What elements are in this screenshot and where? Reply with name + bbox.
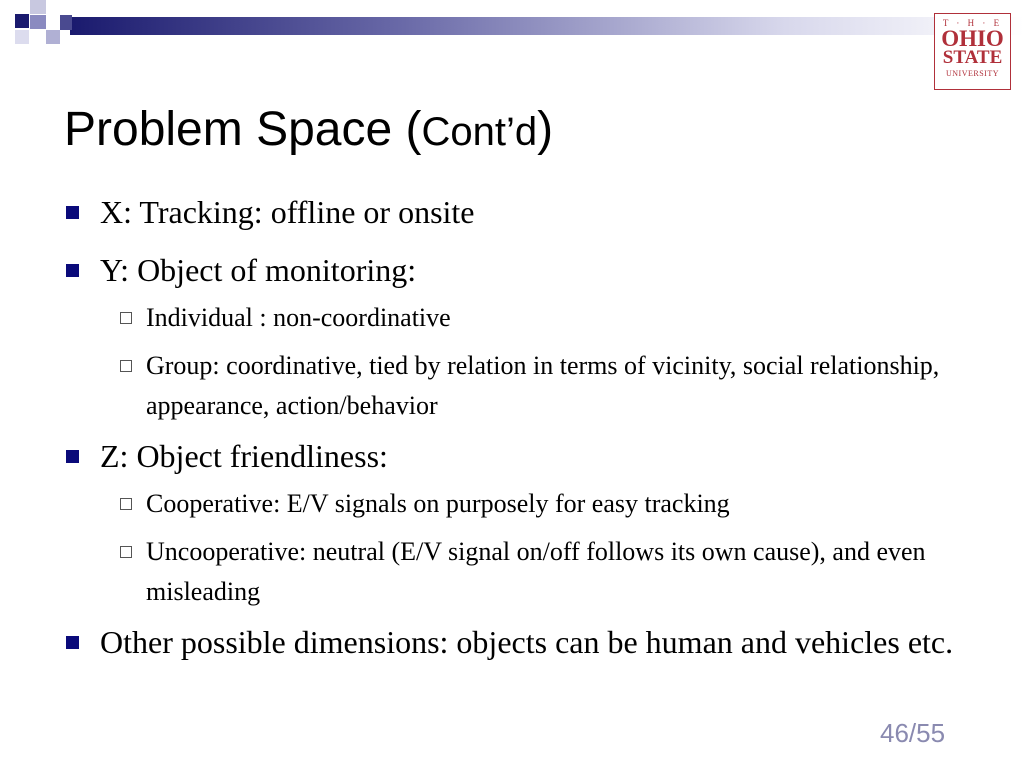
bullet-object-monitoring: Y: Object of monitoring:: [64, 248, 964, 292]
logo-state: STATE: [942, 47, 1003, 68]
title-small: Cont’d: [421, 110, 538, 154]
page-number: 46/55: [880, 718, 946, 748]
slide-body: [64, 190, 964, 678]
ohio-state-logo: [934, 13, 1011, 90]
header-decoration: [0, 0, 1024, 51]
bullet-object-friendliness: Z: Object friendliness:: [64, 434, 964, 478]
sub-bullet-cooperative: Cooperative: E/V signals on purposely for easy tracking: [120, 484, 964, 524]
bullet-tracking: X: Tracking: offline or onsite: [64, 190, 964, 234]
logo-the: T · H · E: [942, 18, 1003, 28]
bullet-other-dimensions: Other possible dimensions: objects can be human and vehicles etc.: [64, 620, 964, 664]
title-close: ): [537, 103, 554, 156]
logo-university: UNIVERSITY: [946, 69, 999, 78]
sub-bullet-individual: Individual : non-coordinative: [120, 298, 964, 338]
sub-bullet-group: Group: coordinative, tied by relation in terms of vicinity, social relationship, appearance, action/behavior: [120, 346, 964, 426]
slide-title: [64, 102, 553, 160]
sub-bullet-uncooperative: Uncooperative: neutral (E/V signal on/off follows its own cause), and even misleading: [120, 532, 964, 612]
logo-ohio: OHIO: [941, 26, 1004, 51]
title-main: Problem Space (: [64, 103, 422, 156]
